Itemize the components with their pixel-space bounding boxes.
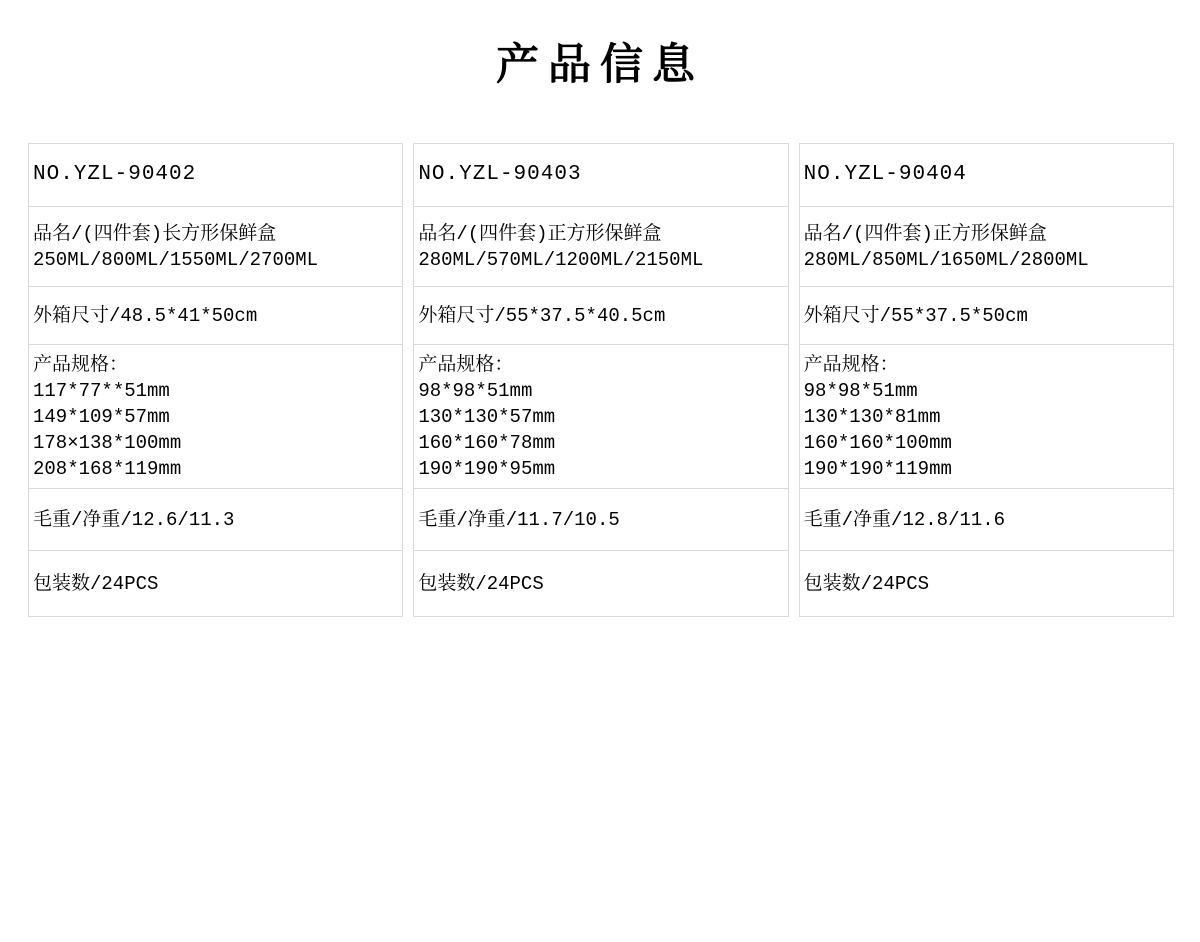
spec-line: 130*130*81mm <box>803 405 941 428</box>
spec-label: 产品规格： <box>803 353 899 376</box>
product-specs-cell <box>414 344 787 488</box>
page-title: 产品信息 <box>496 41 704 89</box>
packing-quantity: 包装数/24PCS <box>29 550 402 616</box>
product-card-90402 <box>28 143 403 617</box>
spec-line: 117*77**51mm <box>33 379 170 402</box>
carton-size: 外箱尺寸/55*37.5*40.5cm <box>414 286 787 344</box>
spec-line: 98*98*51mm <box>418 379 533 402</box>
packing-quantity: 包装数/24PCS <box>800 550 1173 616</box>
spec-label: 产品规格： <box>418 353 514 376</box>
spec-line: 190*190*119mm <box>803 457 952 480</box>
spec-line: 149*109*57mm <box>33 405 170 428</box>
spec-line: 160*160*100mm <box>803 431 952 454</box>
gross-net-weight: 毛重/净重/11.7/10.5 <box>414 488 787 550</box>
product-tables <box>28 143 1174 617</box>
product-name: 品名/(四件套)长方形保鲜盒 <box>33 222 277 245</box>
product-card-90403 <box>413 143 788 617</box>
spec-line: 178×138*100mm <box>33 431 182 454</box>
gross-net-weight: 毛重/净重/12.6/11.3 <box>29 488 402 550</box>
spec-line: 208*168*119mm <box>33 457 182 480</box>
product-card-90404 <box>799 143 1174 617</box>
packing-quantity: 包装数/24PCS <box>414 550 787 616</box>
product-volumes: 280ML/570ML/1200ML/2150ML <box>418 248 704 271</box>
spec-line: 98*98*51mm <box>803 379 918 402</box>
product-name-cell <box>800 206 1173 286</box>
carton-size: 外箱尺寸/48.5*41*50cm <box>29 286 402 344</box>
spec-line: 130*130*57mm <box>418 405 556 428</box>
gross-net-weight: 毛重/净重/12.8/11.6 <box>800 488 1173 550</box>
product-volumes: 250ML/800ML/1550ML/2700ML <box>33 248 319 271</box>
product-name: 品名/(四件套)正方形保鲜盒 <box>418 222 662 245</box>
spec-label: 产品规格： <box>33 353 129 376</box>
product-no: NO.YZL-90404 <box>803 163 967 187</box>
product-no: NO.YZL-90403 <box>418 163 582 187</box>
product-specs-cell <box>800 344 1173 488</box>
product-name: 品名/(四件套)正方形保鲜盒 <box>803 222 1047 245</box>
product-volumes: 280ML/850ML/1650ML/2800ML <box>803 248 1089 271</box>
product-name-cell <box>414 206 787 286</box>
product-name-cell <box>29 206 402 286</box>
product-no: NO.YZL-90402 <box>33 163 197 187</box>
product-specs-cell <box>29 344 402 488</box>
carton-size: 外箱尺寸/55*37.5*50cm <box>800 286 1173 344</box>
spec-line: 190*190*95mm <box>418 457 556 480</box>
spec-line: 160*160*78mm <box>418 431 556 454</box>
